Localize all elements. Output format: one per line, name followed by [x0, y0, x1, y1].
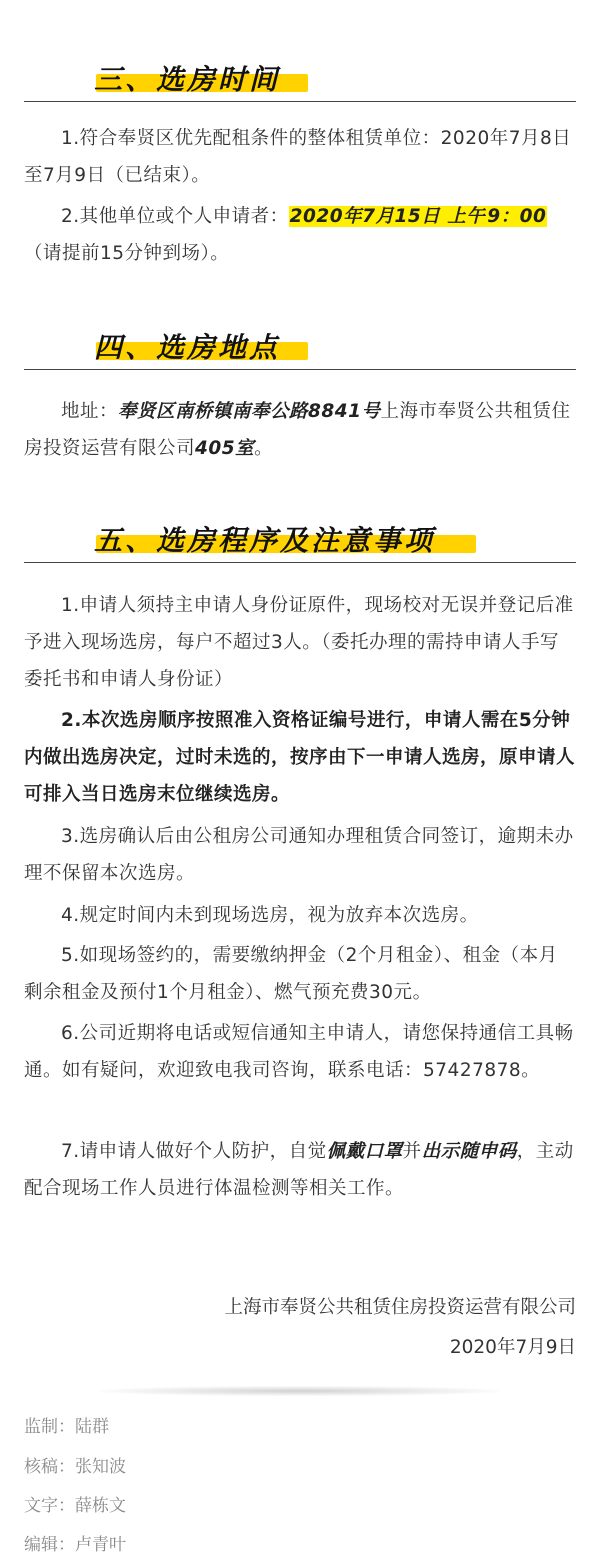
room-number: 405室: [195, 438, 255, 459]
section-5-item-6: 6.公司近期将电话或短信通知主申请人，请您保持通信工具畅通。如有疑问，欢迎致电我司咨询，联系电话：57427878。: [24, 1023, 574, 1081]
credit-supervisor: [24, 1415, 109, 1439]
credit-name: 卢青叶: [75, 1535, 126, 1555]
section-4-header: [24, 330, 576, 370]
item-7-text-a: 7.请申请人做好个人防护，自觉: [61, 1141, 327, 1162]
section-3-header: [24, 62, 576, 102]
credit-editor: [24, 1533, 126, 1557]
section-5-item-2: 2.本次选房顺序按照准入资格证编号进行，申请人需在5分钟内做出选房决定，过时未选的，按序由下一申请人选房，原申请人可排入当日选房末位继续选房。: [24, 710, 576, 805]
item-7-text-c: 并: [402, 1141, 422, 1162]
footer-divider: [100, 1386, 500, 1396]
section-5-item-7: [24, 1133, 576, 1207]
credit-writer: [24, 1494, 126, 1518]
section-5-item-5: 5.如现场签约的，需要缴纳押金（2个月租金）、租金（本月剩余租金及预付1个月租金）、燃气预充费30元。: [24, 945, 558, 1003]
item-7-text-e: ，主动配合现场工作人员进行体温检测等相关工作。: [24, 1141, 574, 1199]
section-4-address: [24, 393, 576, 467]
credit-reviewer: [24, 1455, 126, 1479]
section-5-item-1: 1.申请人须持主申请人身份证原件，现场校对无误并登记后准予进入现场选房，每户不超过3人。（委托办理的需持申请人手写委托书和申请人身份证）: [24, 595, 574, 690]
address-street: 奉贤区南桥镇南奉公路8841号: [118, 401, 381, 422]
address-end: 。: [254, 438, 274, 459]
credit-name: 薛栋文: [75, 1496, 126, 1516]
credit-label: 监制：: [24, 1417, 75, 1437]
section-5-item-3: 3.选房确认后由公租房公司通知办理租赁合同签订，逾期未办理不保留本次选房。: [24, 826, 574, 884]
signature-date: 2020年7月9日: [449, 1337, 576, 1358]
section-5-title: 五、选房程序及注意事项: [94, 524, 436, 557]
credit-name: 陆群: [75, 1417, 109, 1437]
section-5-item-4: 4.规定时间内未到现场选房，视为放弃本次选房。: [61, 905, 479, 926]
section-4-title: 四、选房地点: [94, 331, 281, 364]
credit-label: 核稿：: [24, 1457, 75, 1477]
signature-org: 上海市奉贤公共租赁住房投资运营有限公司: [224, 1297, 576, 1318]
time-highlight: 9：00: [487, 206, 547, 227]
credit-label: 文字：: [24, 1496, 75, 1516]
section-5-divider: [24, 562, 576, 564]
credit-label: 编辑：: [24, 1535, 75, 1555]
health-code-emphasis: 出示随申码: [421, 1141, 517, 1162]
section-3-title: 三、选房时间: [94, 63, 281, 96]
address-label: 地址：: [61, 401, 119, 422]
wear-mask-emphasis: 佩戴口罩: [326, 1141, 403, 1162]
section-3-item-2: [24, 198, 576, 272]
item-2-suffix: （请提前15分钟到场）。: [24, 243, 230, 264]
section-3-divider: [24, 101, 576, 103]
date-highlight: 2020年7月15日 上午: [289, 206, 486, 227]
section-4-divider: [24, 369, 576, 371]
section-5-header: [24, 523, 576, 563]
item-2-prefix: 2.其他单位或个人申请者：: [61, 206, 289, 227]
credit-name: 张知波: [75, 1457, 126, 1477]
section-3-item-1: 1.符合奉贤区优先配租条件的整体租赁单位：2020年7月8日至7月9日（已结束）。: [24, 128, 572, 186]
company-name: 上海市奉贤公共租赁住房投资运营有限公司: [24, 401, 571, 459]
